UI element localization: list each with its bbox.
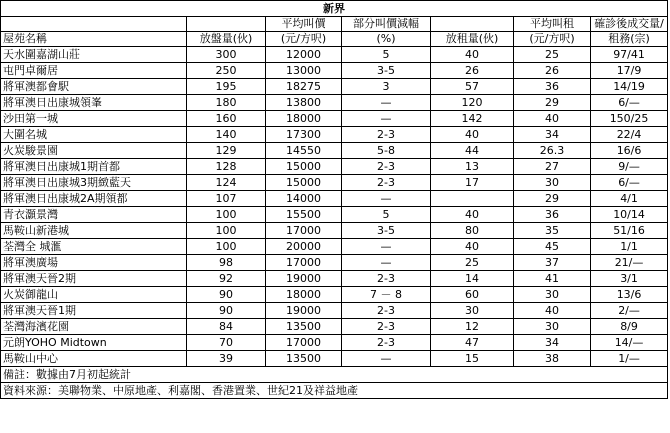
cell-avg-price: 19000: [266, 303, 342, 319]
cell-estate: 荃灣全 城滙: [1, 239, 187, 255]
cell-price-cut: 2-3: [342, 159, 431, 175]
header-cut: (%): [342, 32, 431, 47]
cell-estate: 將軍澳日出康城1期首都: [1, 159, 187, 175]
cell-listings: 140: [187, 127, 266, 143]
cell-listings: 90: [187, 303, 266, 319]
table-row: [1, 287, 668, 303]
table-row: [1, 351, 668, 367]
cell-deals: 14/19: [591, 79, 668, 95]
table-row: [1, 271, 668, 287]
cell-listings: 129: [187, 143, 266, 159]
cell-estate: 馬鞍山新港城: [1, 223, 187, 239]
cell-price-cut: 5-8: [342, 143, 431, 159]
cell-estate: 火炭御龍山: [1, 287, 187, 303]
cell-avg-price: 14000: [266, 191, 342, 207]
table-row: [1, 175, 668, 191]
cell-avg-price: 15500: [266, 207, 342, 223]
cell-avg-rent: 26: [514, 63, 591, 79]
cell-avg-rent: 26.3: [514, 143, 591, 159]
cell-avg-rent: 41: [514, 271, 591, 287]
table-row: [1, 79, 668, 95]
table-row: [1, 63, 668, 79]
cell-avg-price: 14550: [266, 143, 342, 159]
cell-estate: 大圍名城: [1, 127, 187, 143]
cell-deals: 1/—: [591, 351, 668, 367]
cell-listings: 100: [187, 239, 266, 255]
cell-avg-rent: 40: [514, 303, 591, 319]
cell-estate: 將軍澳天晉1期: [1, 303, 187, 319]
cell-listings: 100: [187, 207, 266, 223]
cell-avg-rent: 37: [514, 255, 591, 271]
cell-estate: 將軍澳都會駅: [1, 79, 187, 95]
table-body: [1, 47, 668, 367]
header-rent-listings: 放租量(伙): [431, 32, 514, 47]
cell-estate: 將軍澳日出康城2A期領都: [1, 191, 187, 207]
cell-rent-listings: 15: [431, 351, 514, 367]
cell-avg-price: 18275: [266, 79, 342, 95]
header-avg-price-top: 平均叫價: [266, 17, 342, 32]
cell-avg-price: 15000: [266, 175, 342, 191]
cell-deals: 3/1: [591, 271, 668, 287]
table-row: [1, 335, 668, 351]
cell-avg-price: 17000: [266, 255, 342, 271]
cell-avg-price: 18000: [266, 287, 342, 303]
cell-avg-price: 19000: [266, 271, 342, 287]
table-row: [1, 303, 668, 319]
table-note: 備註：數據由7月初起統計: [1, 367, 668, 383]
cell-deals: 22/4: [591, 127, 668, 143]
cell-listings: 300: [187, 47, 266, 63]
cell-avg-price: 17000: [266, 223, 342, 239]
cell-avg-rent: 36: [514, 79, 591, 95]
cell-avg-rent: 29: [514, 191, 591, 207]
table-row: [1, 223, 668, 239]
cell-deals: 21/—: [591, 255, 668, 271]
cell-deals: 6/—: [591, 95, 668, 111]
header-deals: 租務(宗): [591, 32, 668, 47]
table-title: 新界: [1, 1, 668, 17]
cell-listings: 70: [187, 335, 266, 351]
cell-deals: 14/—: [591, 335, 668, 351]
cell-price-cut: 5: [342, 47, 431, 63]
cell-rent-listings: 44: [431, 143, 514, 159]
cell-avg-price: 18000: [266, 111, 342, 127]
cell-price-cut: —: [342, 95, 431, 111]
cell-avg-price: 13500: [266, 319, 342, 335]
cell-avg-rent: 25: [514, 47, 591, 63]
cell-listings: 90: [187, 287, 266, 303]
cell-avg-price: 13000: [266, 63, 342, 79]
cell-avg-rent: 34: [514, 127, 591, 143]
table-row: [1, 255, 668, 271]
table-row: [1, 207, 668, 223]
cell-price-cut: 5: [342, 207, 431, 223]
cell-rent-listings: 13: [431, 159, 514, 175]
cell-price-cut: —: [342, 351, 431, 367]
cell-avg-price: 20000: [266, 239, 342, 255]
cell-listings: 180: [187, 95, 266, 111]
header-listings-top: [187, 17, 266, 32]
cell-price-cut: 2-3: [342, 175, 431, 191]
header-avg-rent-top: 平均叫租: [514, 17, 591, 32]
cell-avg-price: 15000: [266, 159, 342, 175]
cell-rent-listings: [431, 191, 514, 207]
cell-avg-rent: 30: [514, 287, 591, 303]
cell-listings: 107: [187, 191, 266, 207]
cell-listings: 98: [187, 255, 266, 271]
cell-listings: 84: [187, 319, 266, 335]
cell-price-cut: 7 － 8: [342, 287, 431, 303]
cell-listings: 39: [187, 351, 266, 367]
cell-price-cut: —: [342, 239, 431, 255]
cell-deals: 150/25: [591, 111, 668, 127]
table-row: [1, 239, 668, 255]
cell-avg-price: 13800: [266, 95, 342, 111]
cell-deals: 51/16: [591, 223, 668, 239]
cell-avg-rent: 29: [514, 95, 591, 111]
cell-avg-rent: 45: [514, 239, 591, 255]
cell-estate: 火炭駿景園: [1, 143, 187, 159]
table-row: [1, 111, 668, 127]
cell-price-cut: —: [342, 255, 431, 271]
cell-avg-price: 12000: [266, 47, 342, 63]
cell-deals: 97/41: [591, 47, 668, 63]
cell-estate: 元朗YOHO Midtown: [1, 335, 187, 351]
cell-rent-listings: 17: [431, 175, 514, 191]
cell-deals: 4/1: [591, 191, 668, 207]
cell-rent-listings: 60: [431, 287, 514, 303]
cell-avg-rent: 38: [514, 351, 591, 367]
cell-rent-listings: 25: [431, 255, 514, 271]
cell-estate: 將軍澳廣場: [1, 255, 187, 271]
cell-deals: 10/14: [591, 207, 668, 223]
cell-estate: 馬鞍山中心: [1, 351, 187, 367]
cell-deals: 17/9: [591, 63, 668, 79]
cell-estate: 荃灣海濱花園: [1, 319, 187, 335]
cell-avg-rent: 35: [514, 223, 591, 239]
cell-avg-rent: 40: [514, 111, 591, 127]
cell-rent-listings: 26: [431, 63, 514, 79]
cell-avg-rent: 30: [514, 319, 591, 335]
table-source: 資料來源：美聯物業、中原地產、利嘉閣、香港置業、世紀21及祥益地產: [1, 383, 668, 399]
header-estate-top: [1, 17, 187, 32]
header-listings: 放盤量(伙): [187, 32, 266, 47]
cell-rent-listings: 40: [431, 239, 514, 255]
cell-listings: 250: [187, 63, 266, 79]
cell-listings: 160: [187, 111, 266, 127]
cell-rent-listings: 40: [431, 127, 514, 143]
cell-price-cut: 2-3: [342, 303, 431, 319]
cell-rent-listings: 12: [431, 319, 514, 335]
cell-price-cut: 2-3: [342, 271, 431, 287]
cell-estate: 將軍澳日出康城3期緻藍天: [1, 175, 187, 191]
cell-estate: 將軍澳天晉2期: [1, 271, 187, 287]
cell-rent-listings: 40: [431, 207, 514, 223]
cell-rent-listings: 40: [431, 47, 514, 63]
cell-price-cut: 2-3: [342, 127, 431, 143]
cell-listings: 92: [187, 271, 266, 287]
table-row: [1, 191, 668, 207]
cell-estate: 天水圍嘉湖山莊: [1, 47, 187, 63]
cell-estate: 屯門卓爾居: [1, 63, 187, 79]
cell-avg-price: 17300: [266, 127, 342, 143]
cell-rent-listings: 47: [431, 335, 514, 351]
cell-price-cut: 3: [342, 79, 431, 95]
cell-price-cut: 2-3: [342, 335, 431, 351]
table-row: [1, 47, 668, 63]
cell-listings: 128: [187, 159, 266, 175]
cell-rent-listings: 14: [431, 271, 514, 287]
cell-avg-rent: 30: [514, 175, 591, 191]
cell-rent-listings: 120: [431, 95, 514, 111]
cell-avg-price: 17000: [266, 335, 342, 351]
cell-rent-listings: 57: [431, 79, 514, 95]
cell-listings: 124: [187, 175, 266, 191]
cell-estate: 沙田第一城: [1, 111, 187, 127]
cell-deals: 1/1: [591, 239, 668, 255]
cell-avg-rent: 36: [514, 207, 591, 223]
header-estate: 屋苑名稱: [1, 32, 187, 47]
header-avg-price: (元/方呎): [266, 32, 342, 47]
header-rent-listings-top: [431, 17, 514, 32]
cell-deals: 16/6: [591, 143, 668, 159]
cell-avg-price: 13500: [266, 351, 342, 367]
cell-deals: 6/—: [591, 175, 668, 191]
cell-deals: 13/6: [591, 287, 668, 303]
cell-deals: 2/—: [591, 303, 668, 319]
cell-deals: 9/—: [591, 159, 668, 175]
cell-avg-rent: 27: [514, 159, 591, 175]
cell-listings: 100: [187, 223, 266, 239]
cell-price-cut: —: [342, 191, 431, 207]
cell-price-cut: 3-5: [342, 223, 431, 239]
table-row: [1, 143, 668, 159]
header-cut-top: 部分叫價減幅: [342, 17, 431, 32]
table-row: [1, 95, 668, 111]
header-avg-rent: (元/方呎): [514, 32, 591, 47]
header-deals-top: 確診後成交量/: [591, 17, 668, 32]
cell-listings: 195: [187, 79, 266, 95]
cell-estate: 青衣灝景灣: [1, 207, 187, 223]
cell-rent-listings: 30: [431, 303, 514, 319]
cell-estate: 將軍澳日出康城領峯: [1, 95, 187, 111]
table-row: [1, 159, 668, 175]
cell-deals: 8/9: [591, 319, 668, 335]
cell-price-cut: —: [342, 111, 431, 127]
table-row: [1, 127, 668, 143]
cell-rent-listings: 142: [431, 111, 514, 127]
cell-price-cut: 2-3: [342, 319, 431, 335]
table-row: [1, 319, 668, 335]
cell-price-cut: 3-5: [342, 63, 431, 79]
cell-avg-rent: 34: [514, 335, 591, 351]
cell-rent-listings: 80: [431, 223, 514, 239]
